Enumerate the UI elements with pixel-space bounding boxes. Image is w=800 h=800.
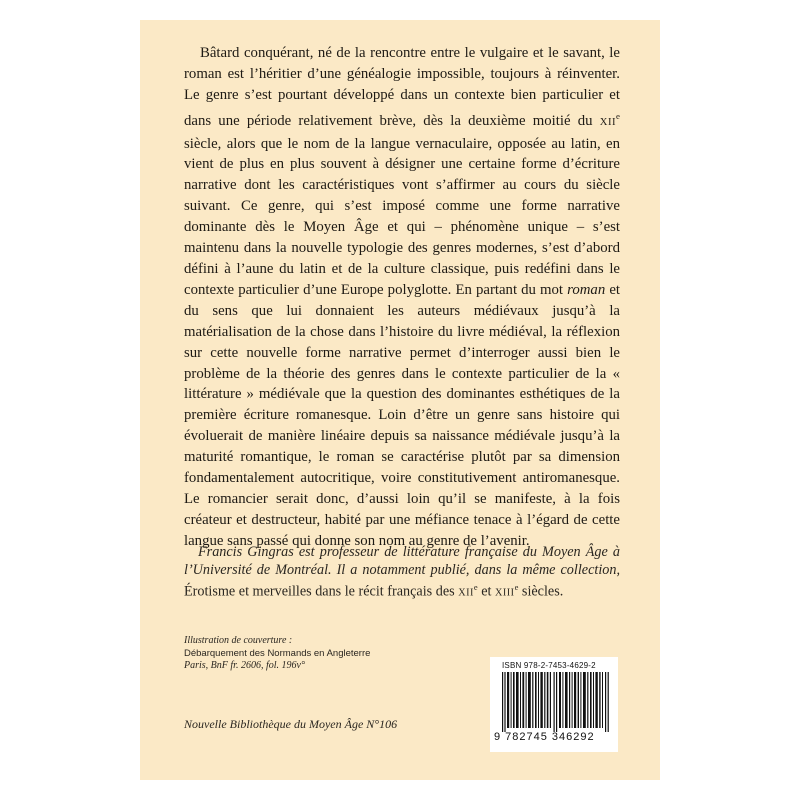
and-word: et xyxy=(477,583,495,600)
siecles-word: siècles. xyxy=(518,583,564,600)
century-xii-2-sup: e xyxy=(473,582,478,593)
credit-source: Paris, BnF fr. 2606, fol. 196v° xyxy=(184,660,305,671)
century-xiii-sup: e xyxy=(514,582,519,593)
summary-part-3: et du sens que lui donnaient les auteurs médiévaux jusqu’à la matérialisation de la chose dans l’histoire du livre médiéval, la réflexion sur cette nouvelle forme narrative permet d’interroger aussi bien le problème de la théorie des genres dans le contexte particulier de la « littérature » médiévale que la question des dominantes esthétiques de la première écriture romanesque. Loin d’être un genre sans histoire qui évoluerait de manière linéaire depuis sa naissance médiévale jusqu’à la maturité romantique, le roman se caractérise plutôt par sa dimension fondamentalement autocritique, voire constitutivement antiromanesque. Le romancier serait donc, d’aussi loin qu’il se manifeste, à la fois créateur et destructeur, habité par une méfiance tenace à l’égard de cette langue sans passé qui donne son nom au genre de l’avenir. xyxy=(184,281,620,549)
illustration-credit xyxy=(184,635,444,673)
summary-part-2: siècle, alors que le nom de la langue vernaculaire, opposée au latin, en vient de plus en plus souvent à désigner une certaine forme d’écriture narrative dont les caractéristiques vont s’affirmer au cours du siècle suivant. Ce genre, qui s’est imposé comme une forme narrative dominante dès le Moyen Âge et qui – phénomène unique – s’est maintenu dans la nouvelle typologie des genres modernes, s’est d’abord défini à l’aune du latin et de la culture classique, puis redéfini dans le contexte particulier d’une Europe polyglotte. En partant du mot xyxy=(184,135,620,298)
barcode xyxy=(490,657,618,752)
century-xii-2: XII xyxy=(458,587,474,599)
summary-paragraph xyxy=(184,43,620,552)
century-xii: XII xyxy=(599,116,617,128)
roman-word: roman xyxy=(567,281,606,298)
summary-part-1: Bâtard conquérant, né de la rencontre entre le vulgaire et le savant, le roman est l’héritier d’une généalogie impossible, toujours à réinventer. Le genre s’est pourtant développé dans un contexte bien particulier et dans une période relativement brève, dès la deuxième moitié du xyxy=(184,45,620,129)
author-note xyxy=(184,544,620,603)
barcode-bars xyxy=(502,672,610,732)
previous-book-title: Érotisme et merveilles dans le récit français des xyxy=(184,583,459,600)
credit-label: Illustration de couverture : xyxy=(184,635,293,646)
credit-title: Débarquement des Normands en Angleterre xyxy=(184,647,371,659)
barcode-digits: 9 782745 346292 xyxy=(494,731,595,743)
back-cover xyxy=(140,20,660,780)
century-xii-sup: e xyxy=(616,110,620,121)
author-bio: Francis Gingras est professeur de littérature française du Moyen Âge à l’Université de Montréal. Il a notamment publié, dans la même collection, xyxy=(184,544,620,578)
collection-name: Nouvelle Bibliothèque du Moyen Âge N°106 xyxy=(184,717,398,731)
century-xiii: XIII xyxy=(495,587,515,599)
isbn-label: ISBN 978-2-7453-4629-2 xyxy=(502,661,596,670)
